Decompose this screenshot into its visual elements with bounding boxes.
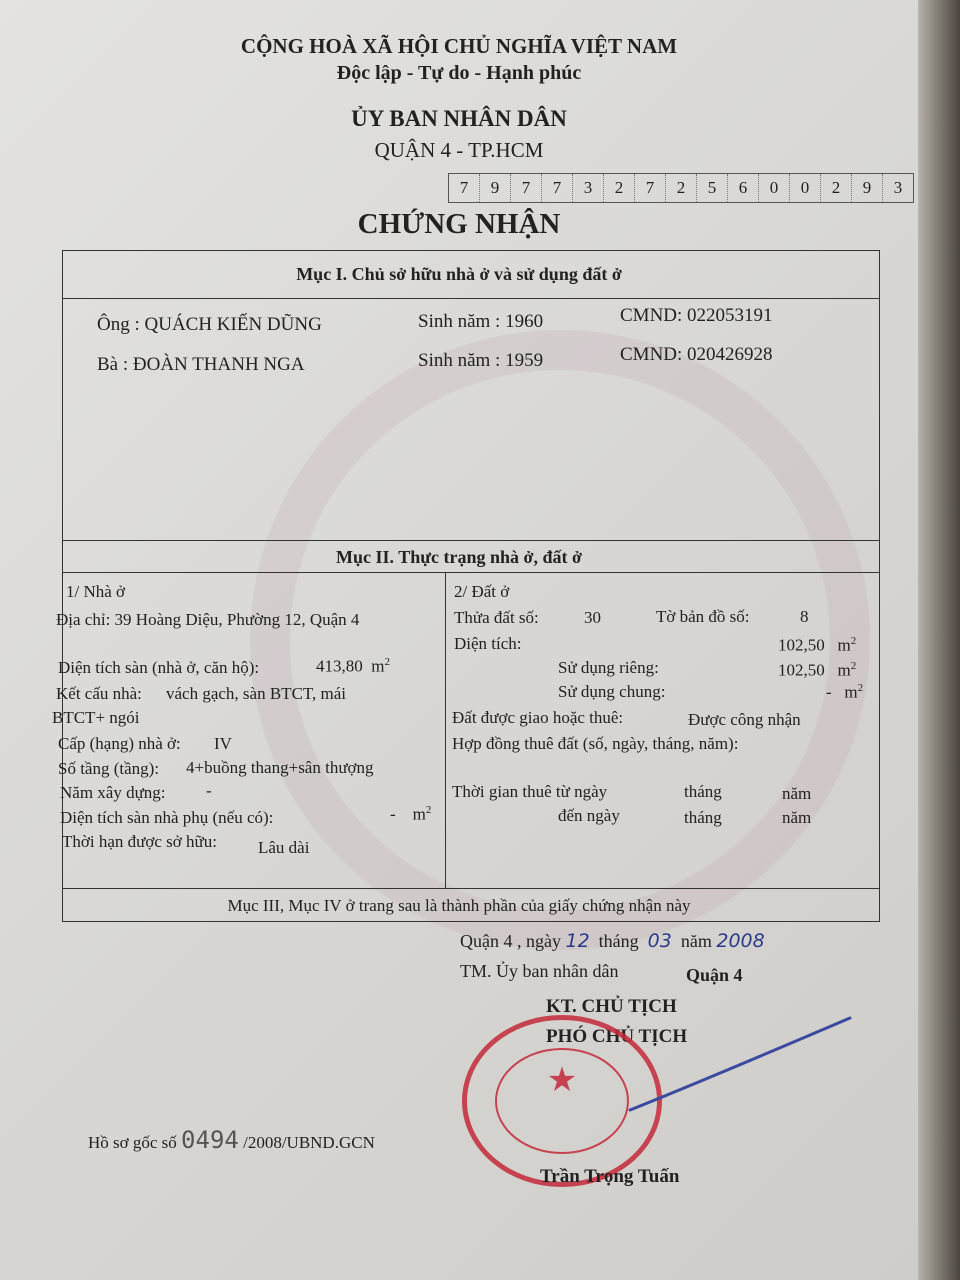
- allocation-label: Đất được giao hoặc thuê:: [452, 708, 624, 727]
- certificate-title: CHỨNG NHẬN: [357, 208, 561, 240]
- grade-value: IV: [214, 734, 232, 753]
- section1-heading: Mục I. Chủ sở hữu nhà ở và sử dụng đất ở: [296, 264, 622, 284]
- floor-area-value: 413,80 $m^2$: [316, 656, 390, 676]
- lease-to-year-label: năm: [782, 808, 812, 827]
- allocation-value: Được công nhận: [688, 710, 801, 729]
- on-behalf-district: Quận 4: [686, 965, 743, 985]
- land-area-label: Diện tích:: [454, 634, 522, 653]
- grade-label: Cấp (hạng) nhà ở:: [58, 734, 181, 753]
- owner2-id: CMND: 020426928: [620, 344, 773, 365]
- on-behalf-label: TM. Ủy ban nhân dân: [460, 961, 619, 981]
- signature-stroke: [620, 1010, 860, 1120]
- section2-heading: Mục II. Thực trạng nhà ở, đất ở: [336, 547, 582, 567]
- signer-role-2: PHÓ CHỦ TỊCH: [546, 1026, 688, 1047]
- page-edge: [918, 0, 960, 1280]
- file-reference: Hồ sơ gốc số 0494 /2008/UBND.GCN: [88, 1126, 375, 1154]
- structure-value-2: BTCT+ ngói: [52, 708, 140, 727]
- owner2-name: Bà : ĐOÀN THANH NGA: [97, 354, 305, 375]
- file-number: 0494: [181, 1126, 239, 1154]
- owner1-birth: Sinh năm : 1960: [418, 311, 544, 332]
- district-name: QUẬN 4 - TP.HCM: [374, 138, 544, 162]
- national-motto: Độc lập - Tự do - Hạnh phúc: [336, 62, 582, 84]
- year-built-label: Năm xây dựng:: [60, 783, 166, 802]
- map-sheet-label: Tờ bản đồ số:: [656, 607, 750, 626]
- house-address: Địa chỉ: 39 Hoàng Diệu, Phường 12, Quận 4: [56, 610, 360, 629]
- plot-label: Thửa đất số:: [454, 608, 539, 627]
- lease-from-month-label: tháng: [684, 782, 722, 801]
- country-name: CỘNG HOÀ XÃ HỘI CHỦ NGHĨA VIỆT NAM: [240, 34, 678, 58]
- issue-day: 12: [565, 930, 590, 952]
- signer-name: Trần Trọng Tuấn: [540, 1166, 680, 1187]
- land-info: [445, 572, 880, 888]
- official-seal: ★: [462, 1015, 662, 1187]
- lease-to-label: đến ngày: [558, 806, 620, 825]
- floors-label: Số tầng (tầng):: [58, 759, 160, 778]
- lease-from-label: Thời gian thuê từ ngày: [452, 782, 608, 801]
- structure-value-1: vách gạch, sàn BTCT, mái: [166, 684, 347, 703]
- floor-area-label: Diện tích sàn (nhà ở, căn hộ):: [58, 658, 260, 677]
- continuation-note: Mục III, Mục IV ở trang sau là thành phần của giấy chứng nhận này: [227, 896, 691, 915]
- land-label: 2/ Đất ở: [454, 582, 510, 601]
- private-use-label: Sử dụng riêng:: [558, 658, 659, 677]
- issue-month: 03: [647, 930, 672, 952]
- map-sheet-value: 8: [800, 607, 809, 626]
- owner1-name: Ông : QUÁCH KIẾN DŨNG: [97, 314, 322, 335]
- private-use-value: 102,50 $m^2$: [778, 660, 857, 680]
- land-area-value: 102,50 $m^2$: [778, 635, 857, 655]
- signer-role-1: KT. CHỦ TỊCH: [546, 996, 677, 1017]
- serial-number: 7 9 7 7 3 2 7 2 5 6 0 0 2 9 3: [448, 173, 914, 203]
- house-info: [52, 572, 445, 888]
- shared-use-label: Sử dụng chung:: [558, 682, 666, 701]
- aux-area-label: Diện tích sàn nhà phụ (nếu có):: [60, 808, 274, 827]
- ownership-term-label: Thời hạn được sở hữu:: [62, 832, 217, 851]
- lease-from-year-label: năm: [782, 784, 812, 803]
- lease-to-month-label: tháng: [684, 808, 722, 827]
- year-built-value: -: [206, 781, 212, 800]
- house-label: 1/ Nhà ở: [66, 582, 126, 601]
- owner2-birth: Sinh năm : 1959: [418, 350, 544, 371]
- lease-contract-label: Hợp đồng thuê đất (số, ngày, tháng, năm):: [452, 734, 739, 753]
- issue-year: 2008: [716, 930, 765, 952]
- plot-value: 30: [584, 608, 601, 627]
- aux-area-value: - $m^2$: [390, 804, 432, 824]
- issue-date-line: Quận 4 , ngày 12 tháng 03 năm 2008: [460, 930, 765, 952]
- structure-label: Kết cấu nhà:: [56, 684, 142, 703]
- shared-use-value: - $m^2$: [826, 682, 864, 702]
- owner1-id: CMND: 022053191: [620, 305, 773, 326]
- authority-name: ỦY BAN NHÂN DÂN: [351, 106, 567, 131]
- ownership-term-value: Lâu dài: [258, 838, 310, 857]
- floors-value: 4+buồng thang+sân thượng: [186, 758, 374, 777]
